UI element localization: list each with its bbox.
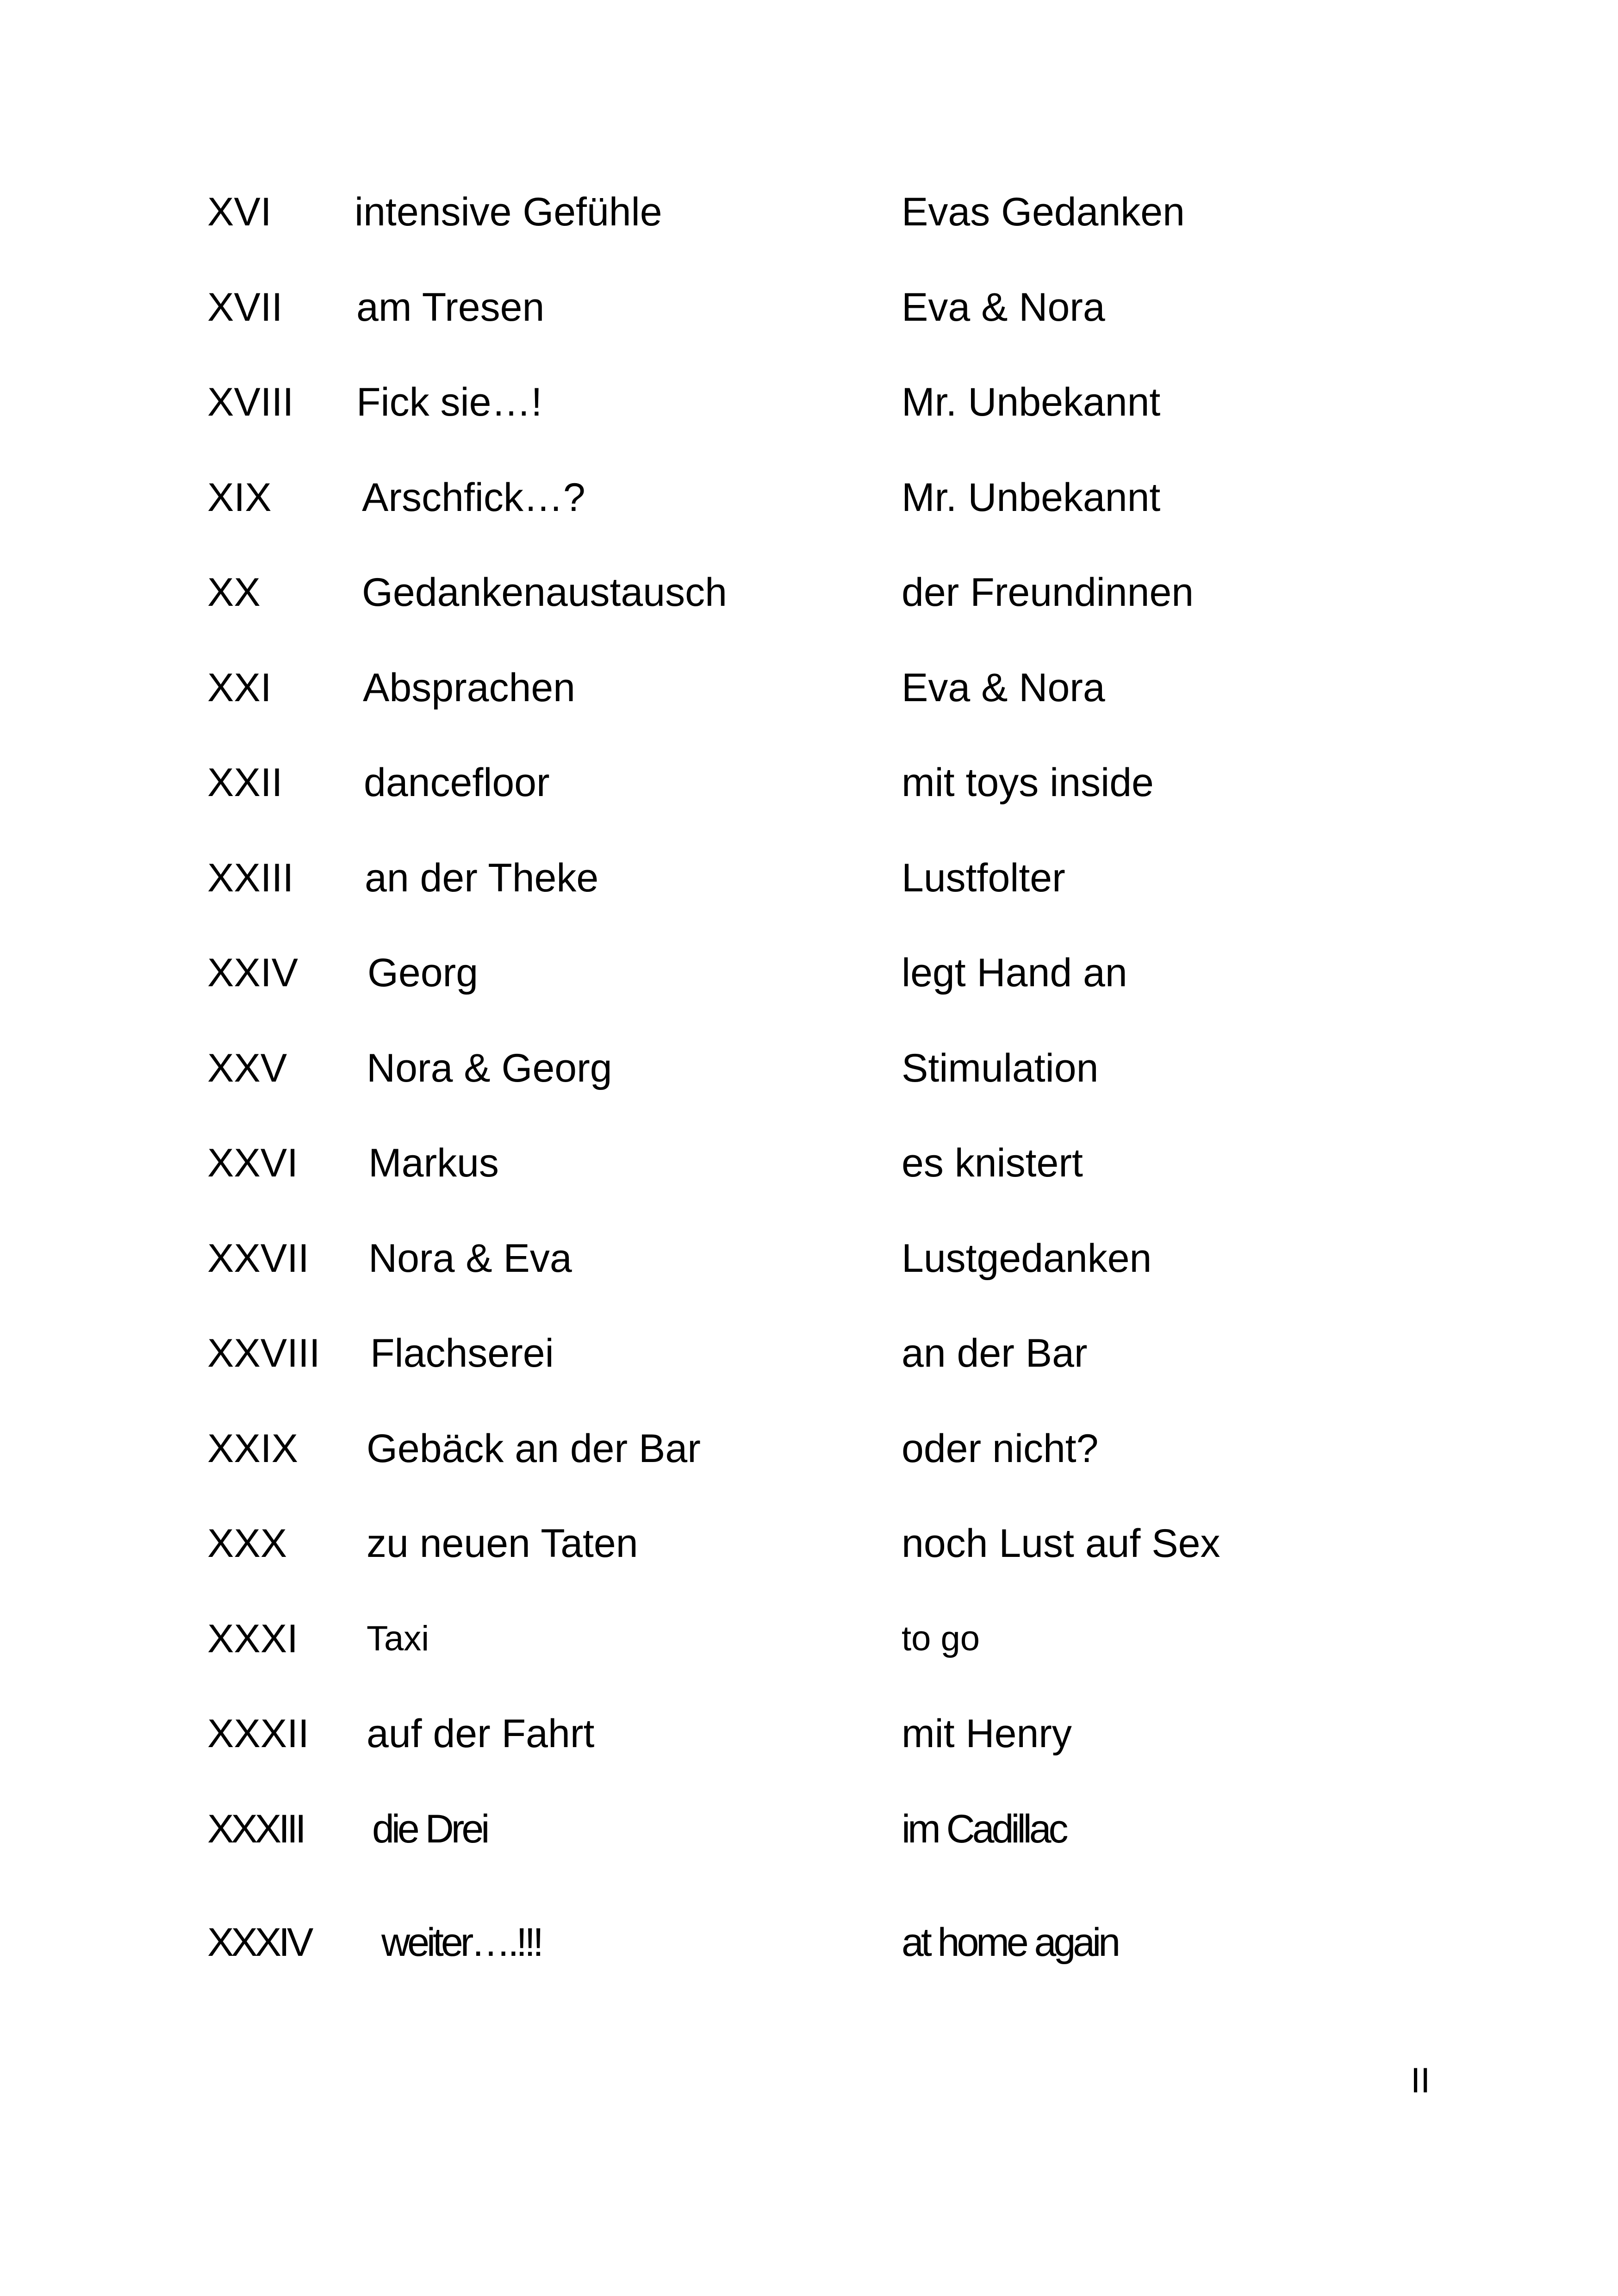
toc-row <box>207 1231 1364 1326</box>
chapter-title: Gedankenaustausch <box>362 570 727 615</box>
chapter-title: Arschfick…? <box>362 475 585 520</box>
toc-row <box>207 755 1364 850</box>
toc-row <box>207 374 1364 470</box>
chapter-title: Flachserei <box>370 1331 554 1375</box>
toc-row <box>207 1421 1364 1516</box>
chapter-title: Gebäck an der Bar <box>367 1426 701 1471</box>
chapter-number: XXXIV <box>207 1920 311 1965</box>
toc-row <box>207 184 1364 280</box>
chapter-subtitle: an der Bar <box>902 1331 1088 1375</box>
toc-row <box>207 1706 1364 1801</box>
chapter-number: XXX <box>207 1521 287 1566</box>
chapter-title: weiter….!!! <box>381 1920 541 1965</box>
chapter-subtitle: mit toys inside <box>902 760 1154 805</box>
chapter-title: am Tresen <box>356 285 545 330</box>
chapter-title: dancefloor <box>364 760 550 805</box>
toc-row <box>207 1801 1364 1897</box>
chapter-title: Nora & Georg <box>367 1045 612 1090</box>
toc-row <box>207 1611 1364 1706</box>
chapter-number: XVIII <box>207 380 294 424</box>
toc-row <box>207 1325 1364 1421</box>
chapter-subtitle: der Freundinnen <box>902 570 1194 615</box>
chapter-title: Nora & Eva <box>368 1236 572 1281</box>
chapter-subtitle: Mr. Unbekannt <box>902 380 1161 424</box>
chapter-subtitle: es knistert <box>902 1141 1083 1185</box>
toc-row <box>207 660 1364 755</box>
chapter-subtitle: to go <box>902 1618 980 1658</box>
toc-row <box>207 945 1364 1040</box>
chapter-title: Markus <box>368 1141 499 1185</box>
chapter-subtitle: at home again <box>902 1920 1118 1965</box>
chapter-title: Taxi <box>367 1618 429 1658</box>
chapter-subtitle: Eva & Nora <box>902 285 1105 330</box>
chapter-title: Georg <box>367 951 479 995</box>
chapter-subtitle: Lustfolter <box>902 855 1065 900</box>
chapter-subtitle: Mr. Unbekannt <box>902 475 1161 520</box>
chapter-subtitle: Evas Gedanken <box>902 190 1185 234</box>
chapter-title: Fick sie…! <box>356 380 542 424</box>
chapter-subtitle: Eva & Nora <box>902 665 1105 710</box>
chapter-number: XXIV <box>207 951 298 995</box>
chapter-number: XXIII <box>207 855 294 900</box>
chapter-number: XVII <box>207 285 283 330</box>
chapter-number: XXXII <box>207 1711 309 1756</box>
chapter-number: XXVIII <box>207 1331 320 1375</box>
chapter-subtitle: mit Henry <box>902 1711 1072 1756</box>
chapter-subtitle: noch Lust auf Sex <box>902 1521 1220 1566</box>
chapter-subtitle: legt Hand an <box>902 951 1127 995</box>
toc-row <box>207 470 1364 565</box>
page-number: II <box>1411 2061 1431 2100</box>
toc-row <box>207 1516 1364 1611</box>
chapter-subtitle: Stimulation <box>902 1045 1099 1090</box>
toc-row <box>207 565 1364 660</box>
chapter-subtitle: Lustgedanken <box>902 1236 1152 1281</box>
chapter-number: XVI <box>207 190 272 234</box>
chapter-number: XXI <box>207 665 272 710</box>
chapter-title: auf der Fahrt <box>367 1711 595 1756</box>
chapter-number: XXVI <box>207 1141 298 1185</box>
chapter-title: zu neuen Taten <box>367 1521 638 1566</box>
table-of-contents <box>207 184 1364 2010</box>
chapter-number: XXIX <box>207 1426 298 1471</box>
chapter-subtitle: oder nicht? <box>902 1426 1099 1471</box>
chapter-title: die Drei <box>372 1806 487 1851</box>
toc-row <box>207 1135 1364 1231</box>
toc-row <box>207 1040 1364 1136</box>
chapter-number: XXXI <box>207 1616 298 1661</box>
chapter-number: XX <box>207 570 261 615</box>
chapter-number: XXV <box>207 1045 287 1090</box>
chapter-title: intensive Gefühle <box>355 190 662 234</box>
chapter-title: Absprachen <box>363 665 575 710</box>
toc-row <box>207 850 1364 946</box>
chapter-number: XXXIII <box>207 1806 304 1851</box>
chapter-subtitle: im Cadillac <box>902 1806 1066 1851</box>
chapter-number: XXII <box>207 760 283 805</box>
chapter-number: XXVII <box>207 1236 309 1281</box>
chapter-number: XIX <box>207 475 272 520</box>
toc-row <box>207 280 1364 375</box>
chapter-title: an der Theke <box>365 855 599 900</box>
toc-row <box>207 1915 1364 2010</box>
